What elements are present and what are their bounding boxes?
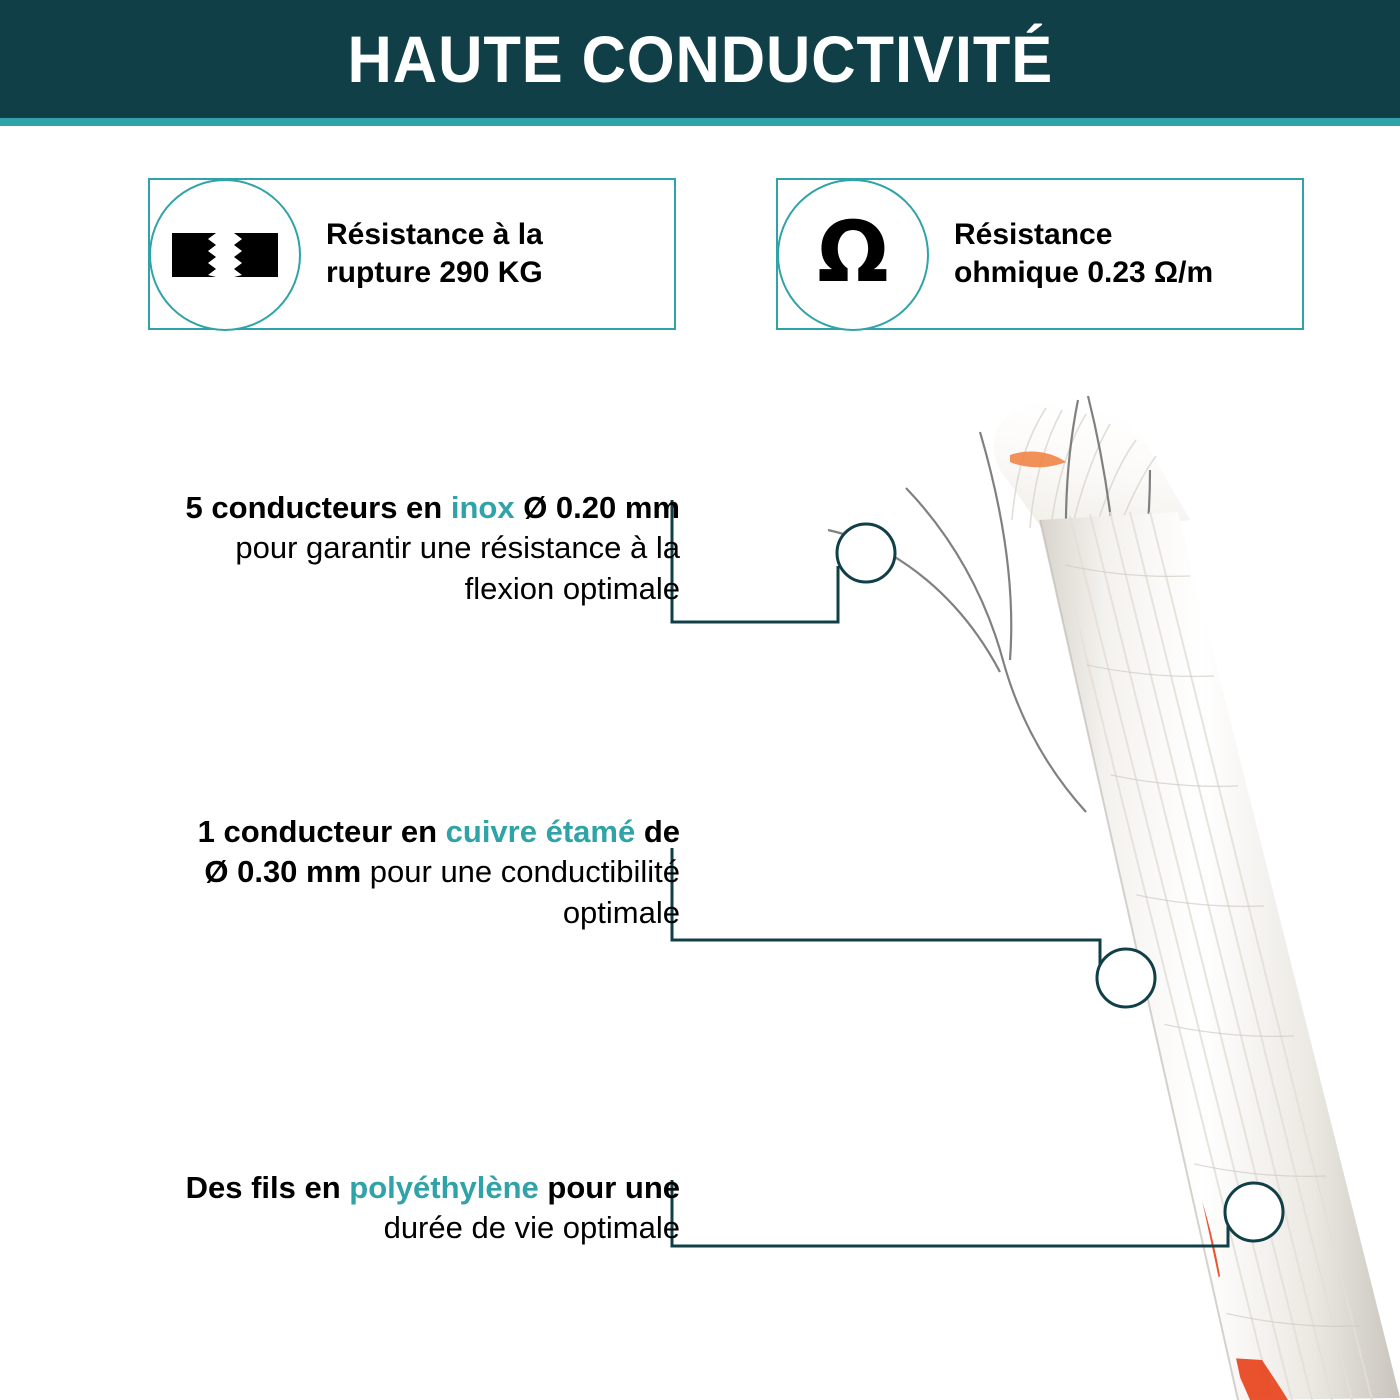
callout-cuivre-line1-pre: 1 conducteur en xyxy=(197,814,446,849)
marker-polyethylene xyxy=(1225,1183,1283,1241)
header-accent-rule xyxy=(0,118,1400,126)
callout-cuivre-diameter: Ø 0.30 mm xyxy=(204,854,362,890)
callout-cuivre-line1-post: de xyxy=(635,814,680,849)
callout-cuivre-line3: optimale xyxy=(562,894,680,930)
feature-ohmic-resistance xyxy=(776,178,1304,330)
callout-cuivre-highlight: cuivre étamé xyxy=(445,814,636,849)
feature-break-strength-line2: rupture 290 KG xyxy=(326,256,543,289)
callout-polyethylene-line1 xyxy=(40,1168,680,1208)
feature-break-strength-text xyxy=(326,216,557,292)
wire-body xyxy=(1040,512,1400,1400)
feature-break-strength-line1: Résistance à la xyxy=(326,217,543,251)
callout-polyethylene-line1-pre: Des fils en xyxy=(185,1170,350,1205)
leader-lines xyxy=(672,500,1228,1246)
stainless-filaments xyxy=(828,396,1164,812)
callout-inox xyxy=(40,488,680,609)
feature-ohmic-resistance-line1: Résistance xyxy=(954,217,1113,251)
callout-polyethylene xyxy=(40,1168,680,1249)
callout-cuivre xyxy=(40,812,680,933)
break-strength-badge xyxy=(149,179,301,331)
omega-icon: Ω xyxy=(817,203,889,301)
callout-cuivre-line2-rest: pour une conductibilité xyxy=(361,854,680,890)
feature-ohmic-resistance-text xyxy=(954,216,1227,292)
marker-inox xyxy=(837,524,895,582)
wire-frayed-end xyxy=(994,399,1190,546)
ohmic-resistance-badge xyxy=(777,179,929,331)
callout-inox-line2: pour garantir une résistance à la xyxy=(235,530,680,566)
callout-inox-line1-post: Ø 0.20 mm xyxy=(514,490,680,525)
callout-polyethylene-highlight: polyéthylène xyxy=(349,1170,539,1205)
page-title: HAUTE CONDUCTIVITÉ xyxy=(347,22,1053,96)
callout-inox-line3: flexion optimale xyxy=(464,570,680,606)
callout-polyethylene-line1-post: pour une xyxy=(538,1170,680,1205)
callout-inox-line1 xyxy=(40,488,680,528)
break-strength-icon xyxy=(172,231,278,279)
callout-cuivre-line1 xyxy=(40,812,680,852)
page-header xyxy=(0,0,1400,118)
copper-helix xyxy=(1064,840,1288,1400)
feature-ohmic-resistance-line2: ohmique 0.23 Ω/m xyxy=(954,256,1214,289)
marker-cuivre xyxy=(1097,949,1155,1007)
callout-inox-highlight: inox xyxy=(450,490,515,525)
callout-polyethylene-line2: durée de vie optimale xyxy=(383,1210,680,1246)
callout-cuivre-line2 xyxy=(40,852,680,892)
feature-break-strength xyxy=(148,178,676,330)
callout-inox-line1-pre: 5 conducteurs en xyxy=(185,490,451,525)
